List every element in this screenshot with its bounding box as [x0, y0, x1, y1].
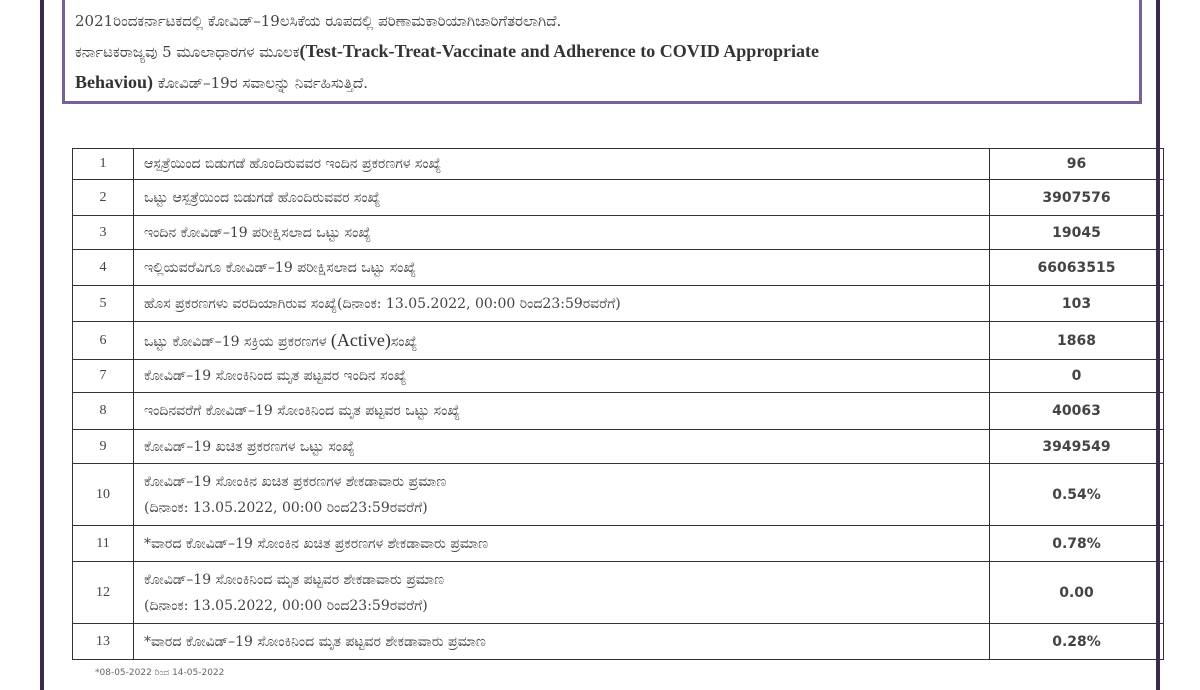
- row-description: [134, 464, 990, 526]
- row-value: 3907576: [990, 180, 1164, 216]
- row-description: [134, 430, 990, 464]
- row-description-text: ಇಂದಿನ ಕೋವಿಡ್–19 ಪರೀಕ್ಷಿಸಲಾದ ಒಟ್ಟು ಸಂಖ್ಯೆ: [144, 224, 371, 241]
- table-row: [73, 286, 1164, 322]
- row-number: 8: [73, 393, 134, 430]
- notice-box: [62, 0, 1142, 104]
- row-value: 3949549: [990, 430, 1164, 464]
- row-description: [134, 526, 990, 562]
- row-description: [134, 322, 990, 360]
- row-value: 0.00: [990, 562, 1164, 624]
- row-description-text: ಕೋವಿಡ್–19 ಸೋಂಕಿನ ಖಚಿತ ಪ್ರಕರಣಗಳ ಶೇಕಡಾವಾರು ಪ್ರಮಾಣ: [144, 473, 447, 490]
- row-description-date: (ದಿನಾಂಕ: 13.05.2022, 00:00 ರಿಂದ23:59ರವರೆಗೆ): [144, 597, 428, 614]
- row-description-text: ಇಲ್ಲಿಯವರೆವಿಗೂ ಕೋವಿಡ್–19 ಪರೀಕ್ಷಿಸಲಾದ ಒಟ್ಟು ಸಂಖ್ಯೆ: [144, 259, 417, 276]
- row-description: [134, 180, 990, 216]
- row-description: [134, 393, 990, 430]
- row-description-prefix: ಒಟ್ಟು ಕೋವಿಡ್–19 ಸಕ್ರಿಯ ಪ್ರಕರಣಗಳ: [144, 333, 331, 350]
- table-row: [73, 562, 1164, 624]
- row-description-text: ಕೋವಿಡ್–19 ಸೋಂಕಿನಿಂದ ಮೃತ ಪಟ್ಟವರ ಶೇಕಡಾವಾರು ಪ್ರಮಾಣ: [144, 571, 444, 588]
- notice-line-3-suffix: ಕೋವಿಡ್–19ರ ಸವಾಲನ್ನು ನಿರ್ವಹಿಸುತ್ತಿದೆ.: [153, 74, 368, 92]
- row-value: 66063515: [990, 250, 1164, 286]
- row-description: [134, 360, 990, 393]
- table-row: [73, 149, 1164, 180]
- row-description: [134, 250, 990, 286]
- row-description-text: ಕೋವಿಡ್–19 ಸೋಂಕಿನಿಂದ ಮೃತ ಪಟ್ಟವರ ಇಂದಿನ ಸಂಖ್ಯೆ: [144, 368, 407, 384]
- table-row: [73, 526, 1164, 562]
- row-description-text: ಆಸ್ಪತ್ರೆಯಿಂದ ಬಿಡುಗಡೆ ಹೊಂದಿರುವವರ ಇಂದಿನ ಪ್ರಕರಣಗಳ ಸಂಖ್ಯೆ: [144, 156, 442, 172]
- row-description: [134, 562, 990, 624]
- notice-line-2-latin: (Test-Track-Treat-Vaccinate and Adherence to COVID Appropriate: [299, 41, 819, 61]
- row-value: 103: [990, 286, 1164, 322]
- table-row: [73, 216, 1164, 250]
- row-number: 13: [73, 624, 134, 660]
- row-value: 96: [990, 149, 1164, 180]
- row-number: 6: [73, 322, 134, 360]
- notice-line-1: 2021ರಿಂದಕರ್ನಾಟಕದಲ್ಲಿ ಕೋವಿಡ್–19ಲಸಿಕೆಯ ರೂಪದಲ್ಲಿ ಪರಿಣಾಮಕಾರಿಯಾಗಿಜಾರಿಗೆತರಲಾಗಿದೆ.: [75, 12, 562, 30]
- row-number: 5: [73, 286, 134, 322]
- covid-stats-table: [72, 148, 1164, 660]
- row-value: 0.78%: [990, 526, 1164, 562]
- row-number: 2: [73, 180, 134, 216]
- row-description-text: [144, 327, 979, 355]
- row-description-text: *ವಾರದ ಕೋವಿಡ್–19 ಸೋಂಕಿನ ಖಚಿತ ಪ್ರಕರಣಗಳ ಶೇಕಡಾವಾರು ಪ್ರಮಾಣ: [144, 535, 489, 552]
- row-number: 9: [73, 430, 134, 464]
- table-row: [73, 322, 1164, 360]
- table-row: [73, 624, 1164, 660]
- row-number: 7: [73, 360, 134, 393]
- row-description: [134, 624, 990, 660]
- table-row: [73, 430, 1164, 464]
- row-description-text: ಇಂದಿನವರೆಗೆ ಕೋವಿಡ್–19 ಸೋಂಕಿನಿಂದ ಮೃತ ಪಟ್ಟವರ ಒಟ್ಟು ಸಂಖ್ಯೆ: [144, 403, 461, 419]
- table-row: [73, 464, 1164, 526]
- table-row: [73, 360, 1164, 393]
- row-description-text: ಒಟ್ಟು ಆಸ್ಪತ್ರೆಯಿಂದ ಬಿಡುಗಡೆ ಹೊಂದಿರುವವರ ಸಂಖ್ಯೆ: [144, 189, 381, 206]
- row-value: 40063: [990, 393, 1164, 430]
- row-number: 10: [73, 464, 134, 526]
- notice-line-2-prefix: ಕರ್ನಾಟಕರಾಜ್ಯವು 5 ಮೂಲಾಧಾರಗಳ ಮೂಲಕ: [75, 43, 300, 61]
- row-description-text: *ವಾರದ ಕೋವಿಡ್–19 ಸೋಂಕಿನಿಂದ ಮೃತ ಪಟ್ಟವರ ಶೇಕಡಾವಾರು ಪ್ರಮಾಣ: [144, 633, 486, 650]
- notice-line-3-latin: Behaviou): [75, 72, 154, 92]
- row-description-suffix: ಸಂಖ್ಯೆ: [390, 333, 418, 350]
- row-description: [134, 216, 990, 250]
- row-description-latin: (Active): [330, 329, 391, 350]
- row-description-text: ಕೋವಿಡ್–19 ಖಚಿತ ಪ್ರಕರಣಗಳ ಒಟ್ಟು ಸಂಖ್ಯೆ: [144, 438, 355, 455]
- row-description-date: (ದಿನಾಂಕ: 13.05.2022, 00:00 ರಿಂದ23:59ರವರೆಗೆ): [144, 499, 428, 516]
- row-number: 1: [73, 149, 134, 180]
- row-value: 0.54%: [990, 464, 1164, 526]
- row-value: 0.28%: [990, 624, 1164, 660]
- notice-line-3: [75, 67, 1127, 98]
- row-number: 4: [73, 250, 134, 286]
- table-row: [73, 393, 1164, 430]
- footer-note: *08-05-2022 ರಿಂದ 14-05-2022: [95, 668, 225, 678]
- row-value: 0: [990, 360, 1164, 393]
- row-value: 19045: [990, 216, 1164, 250]
- row-description: [134, 149, 990, 180]
- table-row: [73, 180, 1164, 216]
- row-description-text: ಹೊಸ ಪ್ರಕರಣಗಳು ವರದಿಯಾಗಿರುವ ಸಂಖ್ಯೆ(ದಿನಾಂಕ: 13.05.2022, 00:00 ರಿಂದ23:59ರವರೆಗೆ): [144, 295, 621, 312]
- row-number: 3: [73, 216, 134, 250]
- row-number: 11: [73, 526, 134, 562]
- notice-line-2: [75, 36, 1127, 67]
- table-row: [73, 250, 1164, 286]
- row-value: 1868: [990, 322, 1164, 360]
- row-description: [134, 286, 990, 322]
- row-number: 12: [73, 562, 134, 624]
